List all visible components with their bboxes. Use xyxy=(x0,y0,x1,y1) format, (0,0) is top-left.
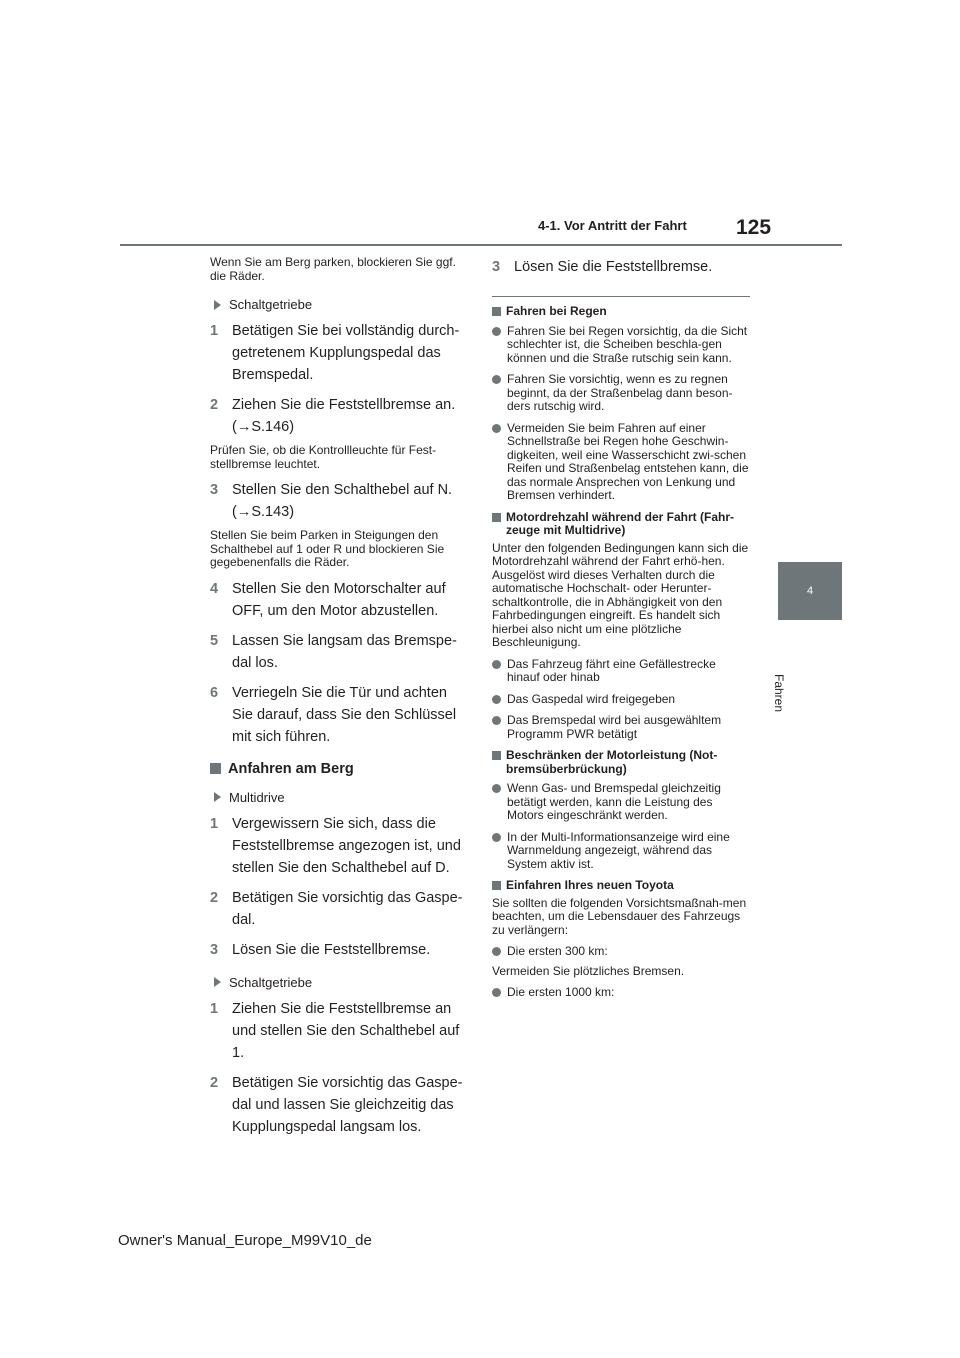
bullet-icon xyxy=(492,660,501,669)
subheading-manual-2: Schaltgetriebe xyxy=(210,975,468,990)
header-divider xyxy=(120,244,842,246)
list-item: Das Fahrzeug fährt eine Gefällestrecke hinauf oder hinab xyxy=(492,658,750,685)
multidrive-step-2: 2 Betätigen Sie vorsichtig das Gaspe-dal. xyxy=(210,889,463,928)
intro-note: Wenn Sie am Berg parken, blockieren Sie ggf. die Räder. xyxy=(210,255,456,283)
list-item: Fahren Sie bei Regen vorsichtig, da die Sicht schlechter ist, die Scheiben beschla-gen können und die Straße rutschig sein kann. xyxy=(492,325,750,366)
section-title: 4-1. Vor Antritt der Fahrt xyxy=(538,218,687,233)
step-5: 5 Lassen Sie langsam das Bremspe-dal los. xyxy=(210,632,457,671)
chapter-tab[interactable] xyxy=(778,562,842,620)
arrow-icon xyxy=(214,300,221,310)
subheading-manual: Schaltgetriebe xyxy=(210,297,468,312)
heading-break-in: Einfahren Ihres neuen Toyota xyxy=(492,879,750,893)
list-item: Wenn Gas- und Bremspedal gleichzeitig betätigt werden, kann die Leistung des Motors eingeschränkt werden. xyxy=(492,782,750,823)
square-bullet-icon xyxy=(492,881,501,890)
square-bullet-icon xyxy=(210,763,221,774)
list-item: Fahren Sie vorsichtig, wenn es zu regnen beginnt, da der Straßenbelag dann beson-ders rutschig wird. xyxy=(492,373,750,414)
page-number: 125 xyxy=(736,216,772,239)
heading-rain: Fahren bei Regen xyxy=(492,305,750,319)
footer-text: Owner's Manual_Europe_M99V10_de xyxy=(118,1232,372,1249)
left-column xyxy=(210,256,468,1138)
square-bullet-icon xyxy=(492,513,501,522)
bullet-icon xyxy=(492,947,501,956)
list-item: Vermeiden Sie beim Fahren auf einer Schnellstraße bei Regen hohe Geschwin-digkeiten, weil eine Wasserschicht zwi-schen Reifen und Straßenbelag entstehen kann, die das normale Ansprechen von Lenkung und Bremsen verhindert. xyxy=(492,422,750,503)
bullet-icon xyxy=(492,988,501,997)
bullet-icon xyxy=(492,424,501,433)
square-bullet-icon xyxy=(492,307,501,316)
arrow-icon xyxy=(214,977,221,987)
manual-step-1: 1 Ziehen Sie die Feststellbremse an und stellen Sie den Schalthebel auf 1. xyxy=(210,1000,460,1061)
multidrive-step-3: 3 Lösen Sie die Feststellbremse. xyxy=(210,941,431,958)
section-divider xyxy=(492,296,750,297)
bullet-icon xyxy=(492,327,501,336)
chapter-number: 4 xyxy=(806,585,814,597)
bullet-icon xyxy=(492,716,501,725)
bullet-icon xyxy=(492,784,501,793)
list-item: Das Bremspedal wird bei ausgewähltem Programm PWR betätigt xyxy=(492,714,750,741)
step-6: 6 Verriegeln Sie die Tür und achten Sie darauf, dass Sie den Schlüssel mit sich führen. xyxy=(210,684,457,745)
step-2-note: Prüfen Sie, ob die Kontrollleuchte für Fest-stellbremse leuchtet. xyxy=(210,443,437,471)
subheading-multidrive: Multidrive xyxy=(210,790,468,805)
multidrive-step-1: 1 Vergewissern Sie sich, dass die Feststellbremse angezogen ist, und stellen Sie den Schalthebel auf D. xyxy=(210,815,461,876)
list-item: Die ersten 300 km: xyxy=(492,945,750,959)
chapter-label: Fahren xyxy=(772,674,786,713)
list-item: In der Multi-Informationsanzeige wird eine Warnmeldung angezeigt, während das System aktiv ist. xyxy=(492,831,750,872)
heading-engine-speed: Motordrehzahl während der Fahrt (Fahr-zeuge mit Multidrive) xyxy=(492,511,750,538)
engine-speed-paragraph: Unter den folgenden Bedingungen kann sich die Motordrehzahl während der Fahrt erhö-hen. Ausgelöst wird dieses Verhalten durch die automatische Hochschalt- oder Herunter-schaltkontrolle, die in Abhängigkeit von den Fahrbedingungen eingreift. Es handelt sich hierbei also nicht um eine plötzliche Beschleunigung. xyxy=(492,540,749,649)
break-in-note: Vermeiden Sie plötzliches Bremsen. xyxy=(492,963,685,978)
step-1: 1 Betätigen Sie bei vollständig durch-getretenem Kupplungspedal das Bremspedal. xyxy=(210,323,460,383)
step-4: 4 Stellen Sie den Motorschalter auf OFF, um den Motor abzustellen. xyxy=(210,580,446,619)
step-3-continued: 3 Lösen Sie die Feststellbremse. xyxy=(492,259,713,275)
manual-step-2: 2 Betätigen Sie vorsichtig das Gaspe-dal und lassen Sie gleichzeitig das Kupplungspedal langsam los. xyxy=(210,1074,463,1135)
bullet-icon xyxy=(492,375,501,384)
list-item: Das Gaspedal wird freigegeben xyxy=(492,693,750,707)
step-3: 3 Stellen Sie den Schalthebel auf N. (→S.143) xyxy=(210,482,453,520)
heading-engine-power-limit: Beschränken der Motorleistung (Not-bremsüberbrückung) xyxy=(492,749,750,776)
bullet-icon xyxy=(492,833,501,842)
step-3-note: Stellen Sie beim Parken in Steigungen den Schalthebel auf 1 oder R und blockieren Sie gegebenenfalls die Räder. xyxy=(210,528,445,569)
break-in-paragraph: Sie sollten die folgenden Vorsichtsmaßnah-men beachten, um die Lebensdauer des Fahrzeugs zu verlängern: xyxy=(492,895,747,937)
right-column xyxy=(492,256,750,1000)
step-2: 2 Ziehen Sie die Feststellbremse an. (→S.146) xyxy=(210,397,456,435)
square-bullet-icon xyxy=(492,751,501,760)
heading-hill-start: Anfahren am Berg xyxy=(210,758,468,780)
arrow-icon xyxy=(214,792,221,802)
bullet-icon xyxy=(492,695,501,704)
list-item: Die ersten 1000 km: xyxy=(492,986,750,1000)
